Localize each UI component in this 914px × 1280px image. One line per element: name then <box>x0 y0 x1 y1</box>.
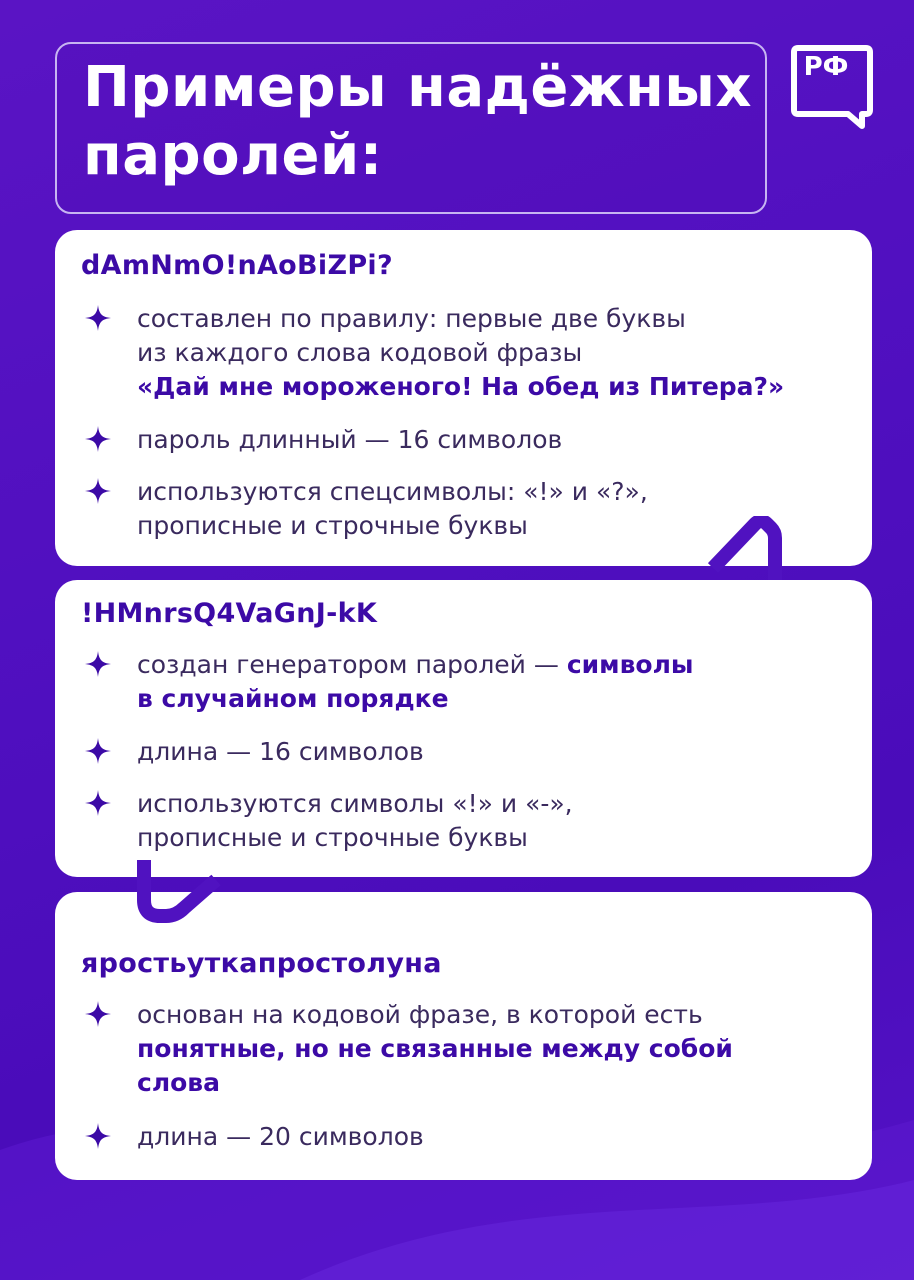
item-bold-line: понятные, но не связанные между собой <box>137 1034 733 1063</box>
title-box <box>55 42 767 214</box>
list-item <box>85 1120 852 1154</box>
password-example: !HMnrsQ4VaGnJ-kK <box>81 598 378 629</box>
list-item <box>85 648 852 716</box>
item-text <box>137 648 852 716</box>
item-text <box>137 302 852 404</box>
four-point-star-icon <box>85 738 111 764</box>
four-point-star-icon <box>85 1001 111 1027</box>
item-bold-word: символы <box>566 650 694 679</box>
password-card-2 <box>55 580 872 877</box>
item-bold-line: «Дай мне мороженого! На обед из Питера?» <box>137 372 785 401</box>
title-line-2: паролей: <box>83 123 383 188</box>
list-item <box>85 735 852 769</box>
item-text: длина — 16 символов <box>137 737 424 766</box>
item-line: прописные и строчные буквы <box>137 823 528 852</box>
item-line: составлен по правилу: первые две буквы <box>137 304 686 333</box>
item-text <box>137 787 852 855</box>
item-line: используются спецсимволы: «!» и «?», <box>137 477 648 506</box>
item-text: длина — 20 символов <box>137 1122 424 1151</box>
four-point-star-icon <box>85 790 111 816</box>
password-example: dAmNmO!nAoBiZPi? <box>81 250 393 281</box>
four-point-star-icon <box>85 651 111 677</box>
item-line: создан генератором паролей — <box>137 650 567 679</box>
four-point-star-icon <box>85 478 111 504</box>
item-line: основан на кодовой фразе, в которой есть <box>137 1000 703 1029</box>
rf-logo <box>790 44 874 130</box>
item-bold-line: слова <box>137 1068 220 1097</box>
item-text: пароль длинный — 16 символов <box>137 425 563 454</box>
password-example: яростьуткапростолуна <box>81 948 442 979</box>
bubble-tail-2 <box>122 850 232 940</box>
logo-text: РФ <box>803 52 849 82</box>
item-line: прописные и строчные буквы <box>137 511 528 540</box>
item-line: используются символы «!» и «-», <box>137 789 573 818</box>
page-title <box>83 54 752 190</box>
four-point-star-icon <box>85 1123 111 1149</box>
item-line: из каждого слова кодовой фразы <box>137 338 583 367</box>
list-item <box>85 787 852 855</box>
item-bold-line: в случайном порядке <box>137 684 449 713</box>
item-text <box>137 998 852 1100</box>
list-item <box>85 423 852 457</box>
list-item <box>85 998 852 1100</box>
four-point-star-icon <box>85 305 111 331</box>
list-item <box>85 302 852 404</box>
title-line-1: Примеры надёжных <box>83 55 753 120</box>
four-point-star-icon <box>85 426 111 452</box>
